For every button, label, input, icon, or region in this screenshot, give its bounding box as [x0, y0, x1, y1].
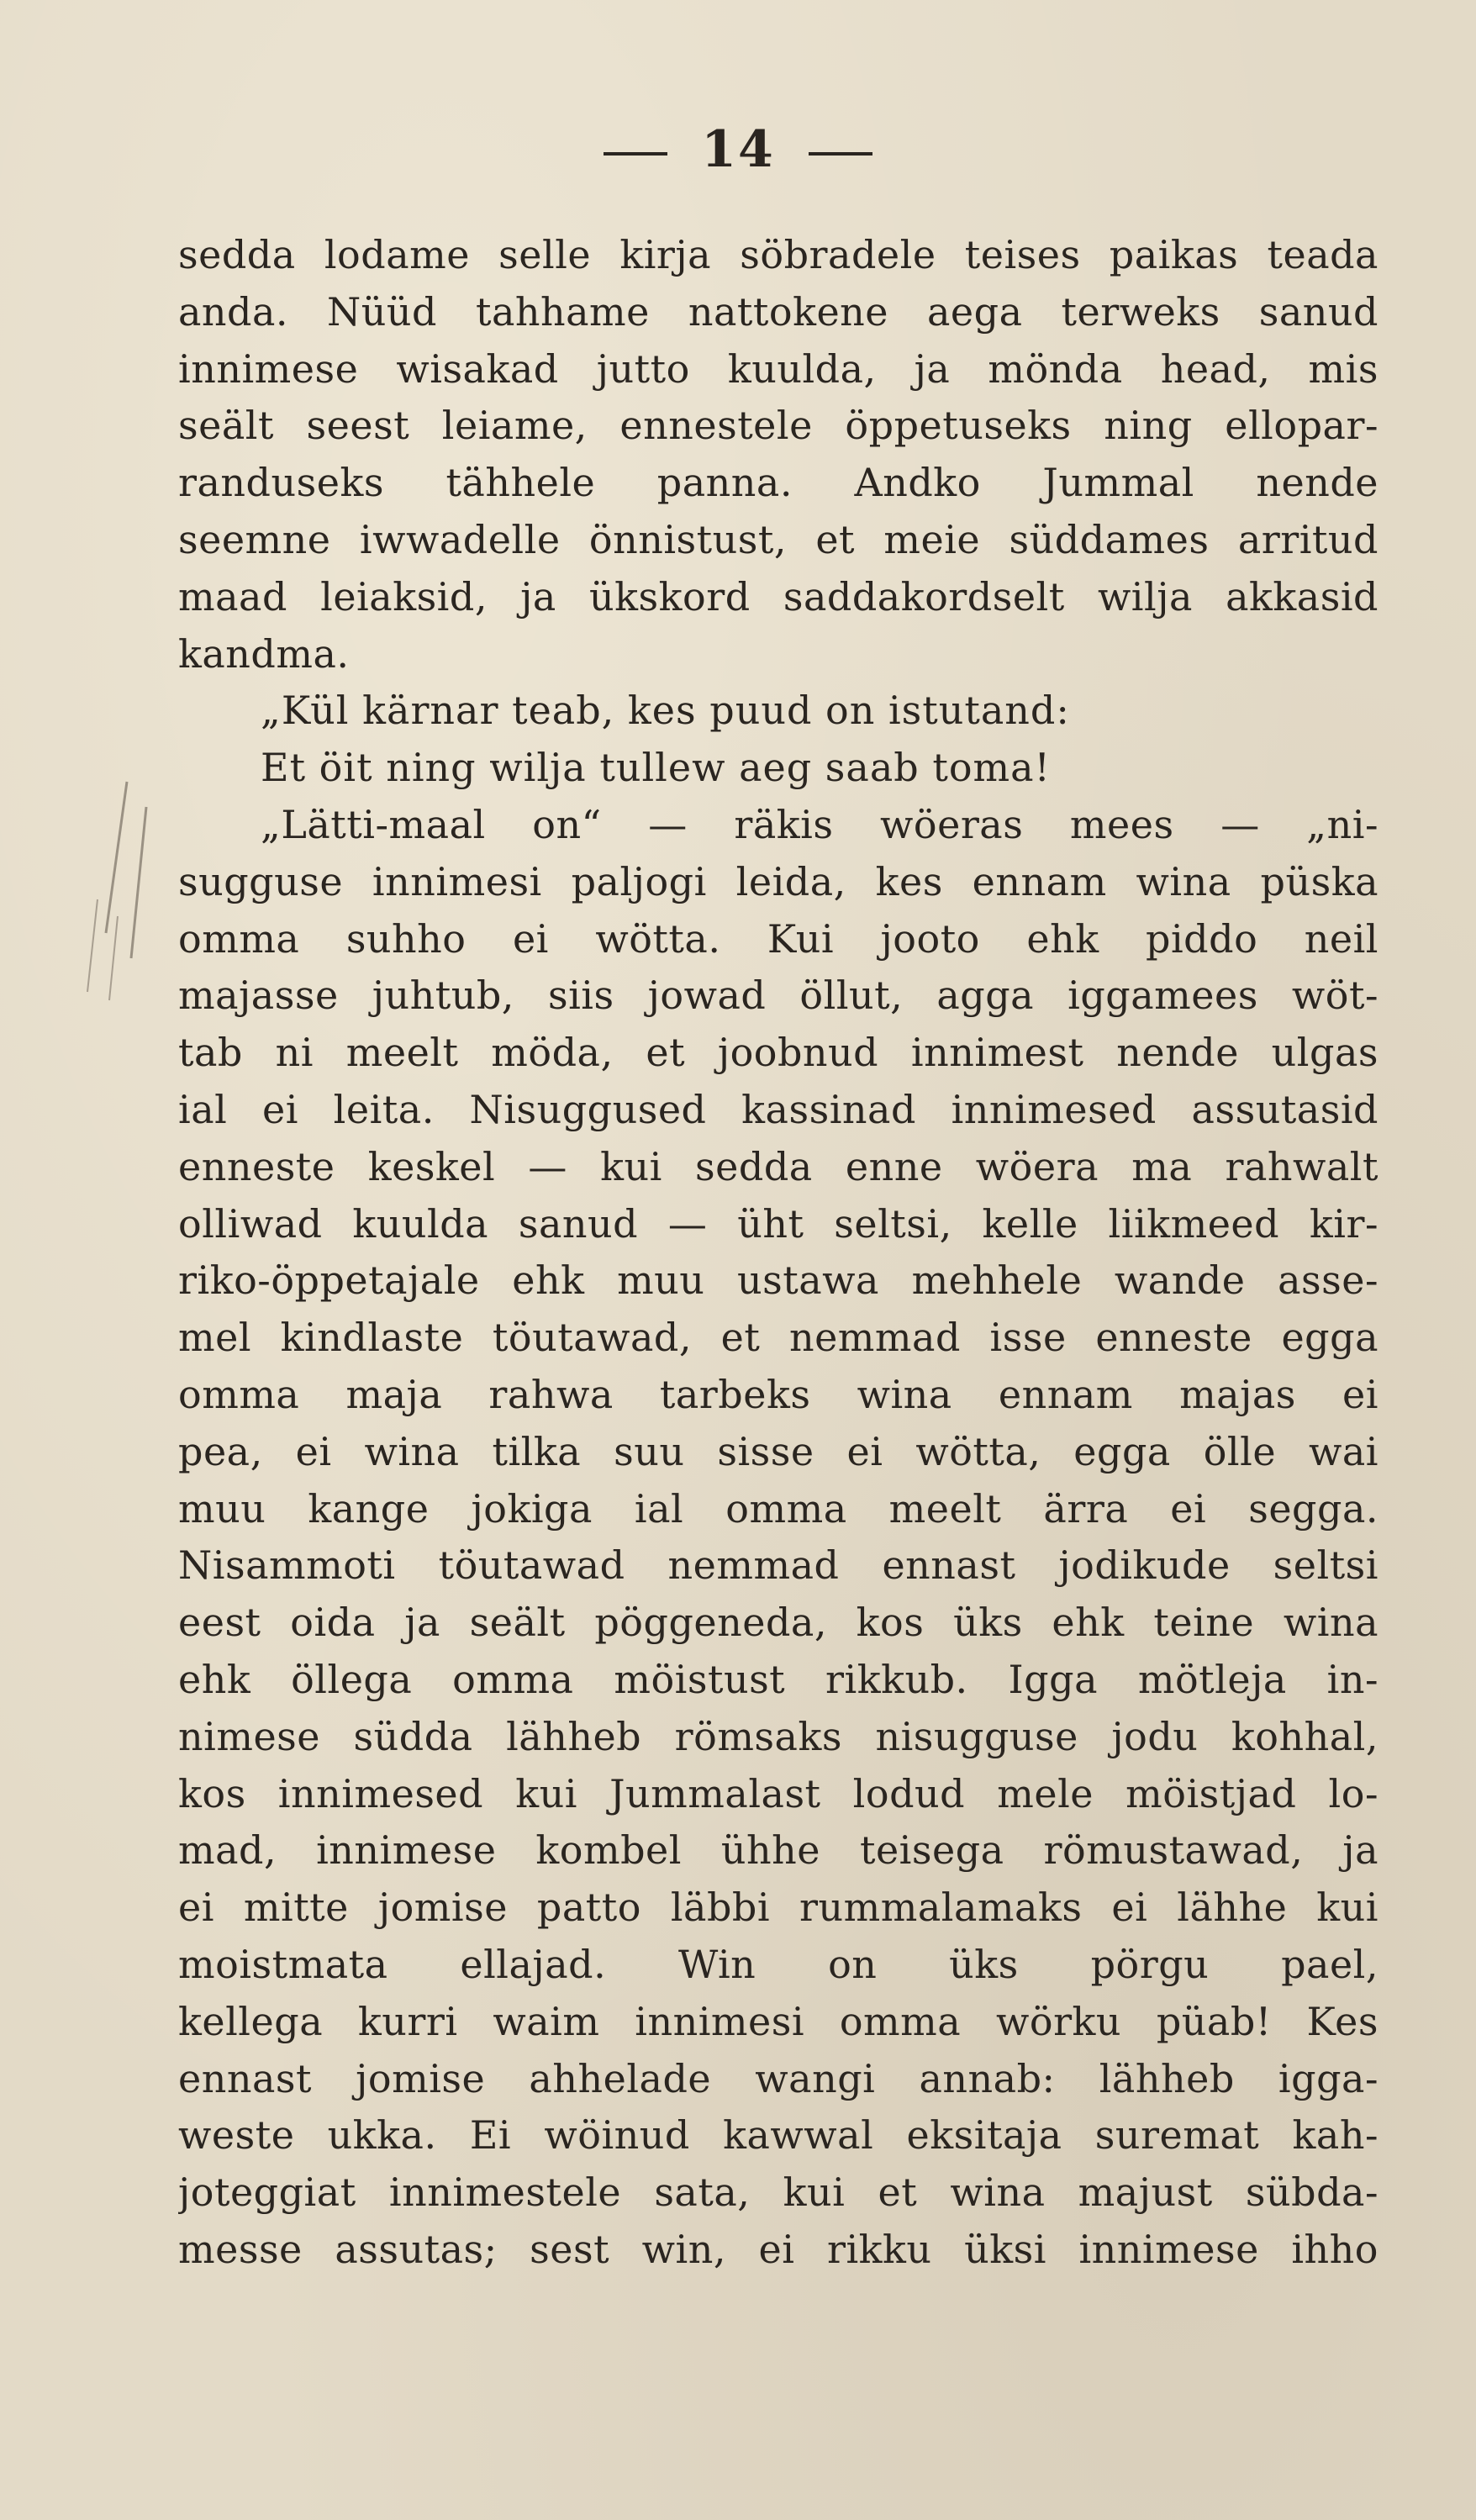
verse-line: Et öit ning wilja tullew aeg saab toma!: [261, 745, 1052, 791]
text-line: innimese wisakad jutto kuulda, ja mönda head, mis: [178, 345, 1378, 392]
text-line: muu kange jokiga ial omma meelt ärra ei segga.: [178, 1485, 1378, 1532]
text-line: ehk öllega omma möistust rikkub. Igga mötleja in-: [178, 1656, 1378, 1702]
text-line: maad leiaksid, ja ükskord saddakordselt wilja akkasid: [178, 573, 1378, 619]
margin-pencil-marks: [47, 773, 165, 1009]
text-line: enneste keskel — kui sedda enne wöera ma rahwalt: [178, 1143, 1378, 1189]
text-line: messe assutas; sest win, ei rikku üksi innimese ihho: [178, 2226, 1378, 2272]
body-text: [178, 227, 1378, 2279]
text-line: eest oida ja seält pöggeneda, kos üks ehk teine wina: [178, 1600, 1378, 1646]
text-line: ei mitte jomise patto läbbi rummalamaks ei lähhe kui: [178, 1885, 1378, 1931]
verse-line: „Kül kärnar teab, kes puud on istutand:: [261, 688, 1070, 734]
text-line: mel kindlaste töutawad, et nemmad isse enneste egga: [178, 1315, 1378, 1361]
text-line: olliwad kuulda sanud — üht seltsi, kelle liikmeed kir-: [178, 1200, 1378, 1247]
text-line: kos innimesed kui Jummalast lodud mele möistjad lo-: [178, 1770, 1378, 1816]
text-line: pea, ei wina tilka suu sisse ei wötta, egga ölle wai: [178, 1428, 1378, 1474]
text-line: ial ei leita. Nisuggused kassinad innimesed assutasid: [178, 1086, 1378, 1132]
text-line: anda. Nüüd tahhame nattokene aega terweks sanud: [178, 288, 1378, 335]
text-line: sedda lodame selle kirja söbradele teises paikas teada: [178, 232, 1378, 277]
text-line: mad, innimese kombel ühhe teisega römustawad, ja: [178, 1827, 1378, 1874]
page-header: [0, 116, 1476, 183]
text-line: seemne iwwadelle önnistust, et meie süddames arritud: [178, 516, 1378, 562]
header-dash-left: [604, 152, 667, 156]
text-line: joteggiat innimestele sata, kui et wina majust sübda-: [178, 2169, 1378, 2216]
text-line: moistmata ellajad. Win on üks pörgu pael,: [178, 1941, 1378, 1987]
text-line: ennast jomise ahhelade wangi annab: lähheb igga-: [178, 2055, 1378, 2101]
text-line: omma maja rahwa tarbeks wina ennam majas ei: [178, 1371, 1378, 1417]
header-dash-right: [809, 152, 872, 156]
text-line: sugguse innimesi paljogi leida, kes ennam wina püska: [178, 858, 1378, 904]
text-line: nimese südda lähheb römsaks nisugguse jodu kohhal,: [178, 1713, 1378, 1759]
text-line: weste ukka. Ei wöinud kawwal eksitaja suremat kah-: [178, 2112, 1378, 2159]
text-line: riko-öppetajale ehk muu ustawa mehhele wande asse-: [178, 1257, 1378, 1304]
text-line: majasse juhtub, siis jowad öllut, agga iggamees wöt-: [178, 973, 1378, 1019]
text-line: „Lätti-maal on“ — räkis wöeras mees — „ni-: [261, 801, 1378, 847]
text-line: omma suhho ei wötta. Kui jooto ehk piddo neil: [178, 915, 1378, 962]
page-number: 14: [701, 120, 775, 179]
text-line: kandma.: [178, 630, 350, 677]
text-line: Nisammoti töutawad nemmad ennast jodikude seltsi: [178, 1542, 1378, 1589]
text-line: randuseks tähhele panna. Andko Jummal nende: [178, 460, 1378, 506]
text-line: seält seest leiame, ennestele öppetuseks ning ellopar-: [178, 403, 1378, 449]
text-line: tab ni meelt möda, et joobnud innimest nende ulgas: [178, 1030, 1378, 1076]
text-line: kellega kurri waim innimesi omma wörku püab! Kes: [178, 1998, 1378, 2044]
